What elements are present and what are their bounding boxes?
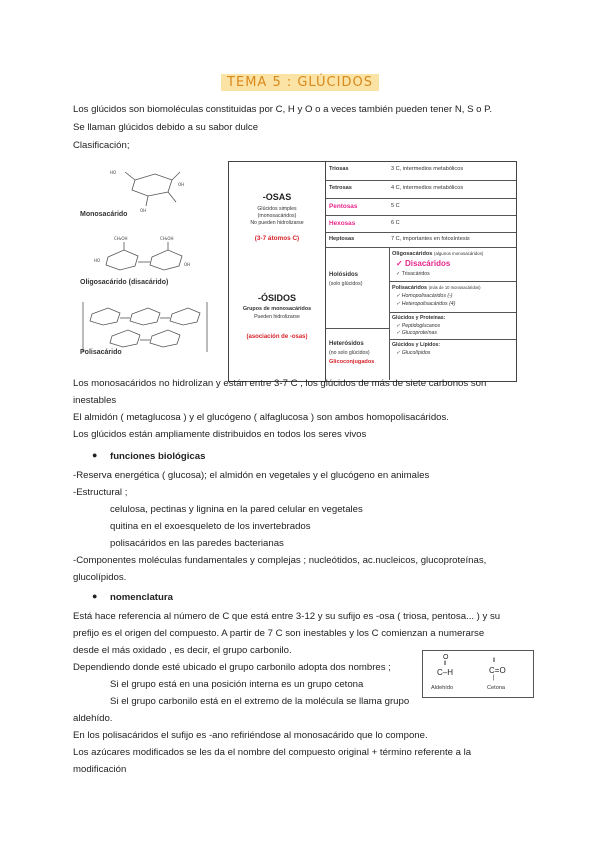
intro-line-3: Clasificación; [73,140,130,151]
nomenclatura-line-8: En los polisacáridos el sufijo es -ano refiriéndose al monosacárido que lo compone. [73,730,428,741]
disacaridos-label: ✓ Disacáridos [396,259,451,268]
pentosas-name: Pentosas [329,203,358,210]
label-polisacarido: Polisacárido [80,349,122,356]
osas-note: (3-7 átomos C) [254,235,300,242]
hexosas-desc: 6 C [391,220,400,226]
row-tetrosas [326,181,516,199]
osidos-note: (asociación de -osas) [246,334,308,340]
osas-sub3: No pueden hidrolizarse [250,220,304,226]
mono-ring [132,174,172,196]
poly-ring-3 [170,308,200,325]
peptidoglucanos-label: ✓ Peptidoglucanos [396,323,441,329]
osidos-sub2: Pueden hidrolizarse [254,314,300,320]
page-title: TEMA 5 : GLÚCIDOS [0,73,600,91]
nomenclatura-line-2: prefijo es el origen del compuesto. A partir de 7 C son inestables y los C comienzan a numerarse [73,628,485,639]
funciones-heading: funciones biológicas [110,451,206,462]
poly-ring-5 [150,330,180,347]
glucolipidos-label: ✓ Glucolípidos [396,350,431,356]
poly-ring-2 [130,308,160,325]
para1-line-4: Los glúcidos están ampliamente distribuidos en todos los seres vivos [73,429,367,440]
polisacaridos-cell [390,282,516,313]
glucidos-lipidos-cell [390,340,516,380]
funciones-line-5: polisacáridos en las paredes bacterianas [110,538,284,549]
nomenclatura-line-7: aldehído. [73,713,113,724]
heptosas-desc: 7 C, importantes en fotosíntesis [391,236,470,242]
funciones-line-1: -Reserva energética ( glucosa); el almidón en vegetales y el glucógeno en animales [73,470,430,481]
homopolisacaridos-label: ✓ Homopolisacáridos (-) [396,293,453,299]
row-pentosas [326,199,516,216]
funciones-line-7: glucolípidos. [73,572,127,583]
heptosas-name: Heptosas [329,236,355,242]
aldehyde-o: O [443,654,449,661]
row-triosas [326,162,516,181]
tetrosas-name: Tetrosas [329,185,352,191]
nomenclatura-line-3: desde el más oxidado , es decir, el grupo carbonilo. [73,645,292,656]
osidos-sub1: Grupos de monosacáridos [242,306,312,312]
para1-line-1: Los monosacáridos no hidrolizan y están entre 3-7 C , los glúcidos de más de siete carbonos son [73,378,487,389]
nomenclatura-line-10: modificación [73,764,127,775]
heterosidos-sub: (no solo glúcidos) [329,350,370,356]
para1-line-3: El almidón ( metaglucosa ) y el glucógeno ( alfaglucosa ) son ambos homopolisacáridos. [73,412,449,423]
poly-ring-1 [90,308,120,325]
oligo-note: (algunos monosacáridos) [433,251,484,256]
nomenclatura-line-4: Dependiendo donde esté ubicado el grupo carbonilo adopta dos nombres ; [73,662,391,673]
nomenclatura-line-9: Los azúcares modificados se les da el nombre del compuesto original + término referente a la [73,747,472,758]
poly-ring-4 [110,330,140,347]
aldehyde-formula: C–H [437,668,454,677]
gluc-lip-title: Glúcidos y Lípidos: [392,342,441,348]
bullet-dot-nomenclatura: ● [92,591,98,601]
funciones-line-2: -Estructural ; [73,487,128,498]
cetona-label: Cetona [487,685,506,691]
heterosidos-cell [326,329,390,380]
osas-sub2: (monosacáridos) [257,213,297,219]
triosas-desc: 3 C, intermedios metabólicos [391,166,464,172]
nomenclatura-line-6: Si el grupo carbonilo está en el extremo de la molécula se llama grupo [110,696,410,707]
molecule-diagrams [80,162,230,362]
funciones-line-6: -Componentes moléculas fundamentales y complejas ; nucleótidos, ac.nucleicos, glucoproteínas, [73,555,487,566]
osas-heading: -OSAS [262,192,292,202]
tetrosas-desc: 4 C, intermedios metabólicos [391,185,464,191]
svg-text:OH: OH [140,208,147,213]
poli-title: Polisacáridos [392,285,428,291]
glucidos-proteinas-cell [390,313,516,340]
osidos-heading: -ÓSIDOS [257,293,296,303]
hexosas-name: Hexosas [329,220,356,227]
nomenclatura-heading: nomenclatura [110,592,173,603]
poli-note: (más de 10 monosacáridos) [428,285,481,290]
funciones-line-3: celulosa, pectinas y lignina en la pared celular en vegetales [110,504,363,515]
svg-text:OH: OH [184,262,191,267]
glicoconjugados-label: Glicoconjugados [329,359,375,365]
nomenclatura-line-5: Si el grupo está en una posición interna es un grupo cetona [110,679,364,690]
intro-line-2: Se llaman glúcidos debido a su sabor dulce [73,122,259,133]
svg-text:HO: HO [94,258,101,263]
svg-text:OH: OH [178,182,185,187]
para1-line-2: inestables [73,395,117,406]
heteropolisacaridos-label: ✓ Heteropolisacáridos (4) [396,301,456,307]
oligosacaridos-cell [390,248,516,282]
funciones-line-4: quitina en el exoesqueleto de los invertebrados [110,521,311,532]
label-oligosacarido: Oligosacárido (disacárido) [80,279,169,286]
nomenclatura-line-1: Está hace referencia al número de C que está entre 3-12 y su sufijo es -osa ( triosa, pentosa... ) y su [73,611,501,622]
heterosidos-name: Heterósidos [329,341,364,347]
ketone-formula: C=O [489,666,506,675]
row-heptosas [326,233,516,248]
classification-table [228,161,517,382]
table-left-column [229,162,326,381]
triosas-name: Triosas [329,166,349,172]
holosidos-sub: (solo glúcidos) [329,281,363,287]
oligo-ring-2 [150,250,182,270]
carbonyl-groups-figure: O ‖ C–H ‖ C=O | Aldehído Cetona [422,650,534,698]
row-hexosas [326,216,516,233]
gluc-prot-title: Glúcidos y Proteínas: [392,315,446,321]
trisacaridos-label: ✓ Trisacáridos [396,271,430,277]
glucoproteinas-label: ✓ Glucoproteínas [396,330,437,336]
intro-line-1: Los glúcidos son biomoléculas constituidas por C, H y O o a veces también pueden tener N, S o P. [73,104,492,115]
bullet-dot-funciones: ● [92,450,98,460]
holosidos-cell [326,248,390,329]
label-monosacarido: Monosacárido [80,211,128,218]
svg-text:CH₂OH: CH₂OH [160,236,174,241]
holosidos-name: Holósidos [329,272,359,278]
pentosas-desc: 5 C [391,203,400,209]
svg-text:CH₂OH: CH₂OH [114,236,128,241]
oligo-ring-1 [106,250,138,270]
aldehido-label: Aldehído [431,685,454,691]
oligo-title: Oligosacáridos [392,251,433,257]
osas-sub1: Glúcidos simples [257,206,297,212]
svg-text:HO: HO [110,170,117,175]
